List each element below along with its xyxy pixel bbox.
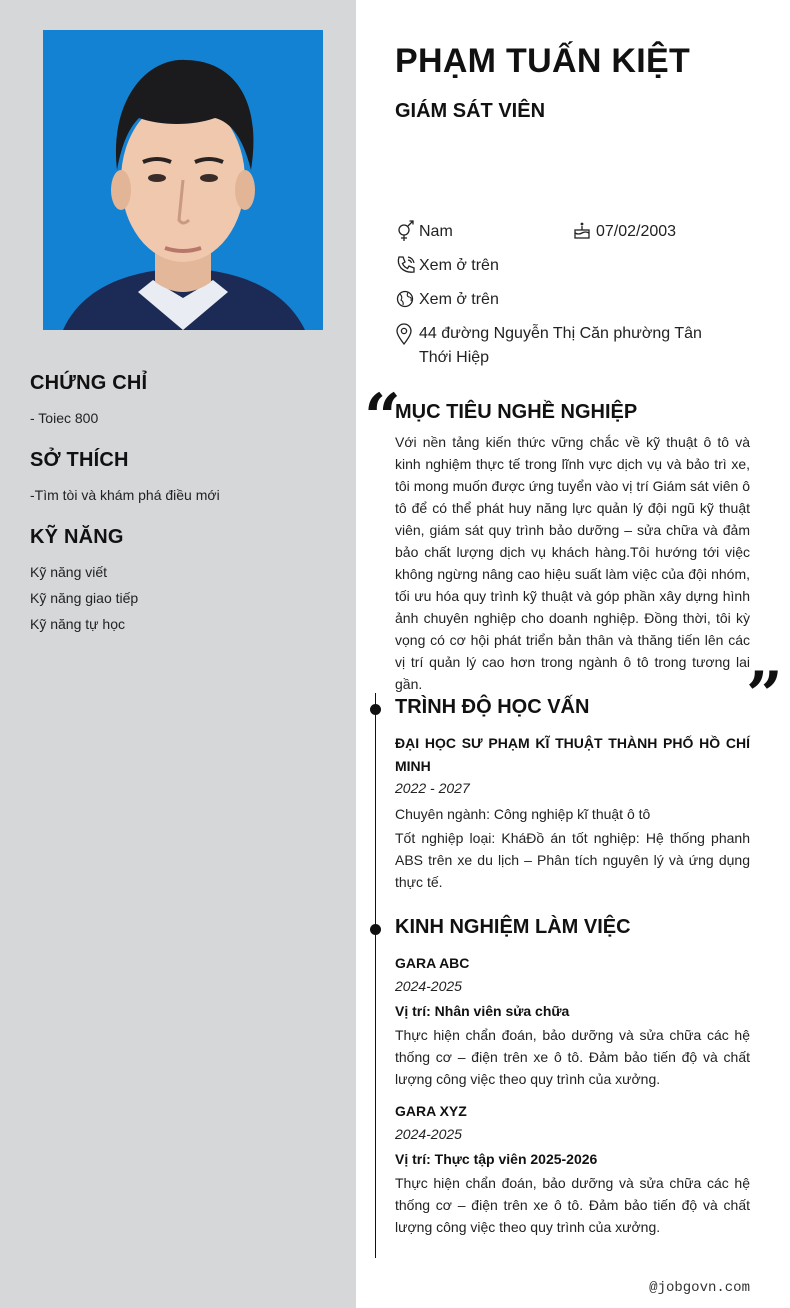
website-row: [395, 288, 499, 312]
birthdate-row: [572, 220, 676, 244]
hobbies-section: [30, 449, 330, 508]
skill-item: Kỹ năng tự học: [30, 616, 125, 632]
certificates-title: CHỨNG CHỈ: [30, 372, 148, 394]
objective-title: MỤC TIÊU NGHỀ NGHIỆP: [395, 401, 638, 423]
candidate-role: GIÁM SÁT VIÊN: [395, 100, 546, 122]
globe-icon: [395, 288, 417, 308]
job-description: Thực hiện chẩn đoán, bảo dưỡng và sửa chữa các hệ thống cơ – điện trên xe ô tô. Đảm bảo tiến độ và chất lượng công việc theo quy trình của xưởng.: [395, 1175, 750, 1235]
cake-icon: [572, 220, 594, 240]
candidate-name: PHẠM TUẤN KIỆT: [395, 42, 691, 80]
birthdate-value: 07/02/2003: [596, 223, 677, 240]
school-name: ĐẠI HỌC SƯ PHẠM KĨ THUẬT THÀNH PHỐ HỒ CHÍ MINH: [395, 735, 750, 774]
skill-item: Kỹ năng viết: [30, 564, 108, 580]
sidebar: [0, 0, 356, 1308]
phone-row: [395, 254, 499, 278]
skills-section: [30, 526, 330, 637]
gender-icon: [395, 220, 417, 240]
profile-photo: [43, 30, 323, 330]
education-major: Chuyên ngành: Công nghiệp kĩ thuật ô tô: [395, 806, 651, 822]
address-row: [395, 322, 735, 370]
education-details: Tốt nghiệp loại: KháĐồ án tốt nghiệp: Hệ thống phanh ABS trên xe du lịch – Phân tích nguyên lý và ứng dụng thực tế.: [395, 830, 750, 890]
education-title: TRÌNH ĐỘ HỌC VẤN: [395, 696, 590, 718]
main-content: [356, 0, 790, 1308]
phone-value: Xem ở trên: [419, 257, 499, 274]
gender-value: Nam: [419, 223, 453, 240]
skill-item: Kỹ năng giao tiếp: [30, 590, 139, 606]
certificates-section: [30, 372, 330, 431]
gender-row: [395, 220, 453, 244]
job-company: GARA ABC: [395, 955, 470, 971]
timeline-dot: [370, 924, 381, 935]
timeline-dot: [370, 704, 381, 715]
skills-title: KỸ NĂNG: [30, 526, 124, 548]
hobby-item: -Tìm tòi và khám phá điều mới: [30, 487, 220, 503]
job-position: Vị trí: Nhân viên sửa chữa: [395, 1003, 570, 1019]
job-period: 2024-2025: [395, 1126, 462, 1142]
hobbies-title: SỞ THÍCH: [30, 449, 129, 471]
objective-text: Với nền tảng kiến thức vững chắc về kỹ thuật ô tô và kinh nghiệm thực tế trong lĩnh vực dịch vụ và bảo trì xe, tôi mong muốn được ứng tuyển vào vị trí Giám sát viên ô tô để có thể phát huy năng lực quản lý đội ngũ kỹ thuật viên, giám sát quy trình bảo dưỡng – sửa chữa và đảm bảo chất lượng dịch vụ khách hàng.Tôi hướng tới việc không ngừng nâng cao hiệu suất làm việc của đội nhóm, tối ưu hóa quy trình kỹ thuật và góp phần xây dựng hình ảnh chuyên nghiệp cho doanh nghiệp. Đồng thời, tôi kỳ vọng có cơ hội phát triển bản thân và thăng tiến lên các vị trí quản lý cao hơn trong ngành ô tô trong tương lai gần.: [395, 434, 750, 692]
job-period: 2024-2025: [395, 978, 462, 994]
quote-open-icon: “: [364, 380, 401, 455]
quote-close-icon: ”: [746, 658, 783, 733]
education-period: 2022 - 2027: [395, 780, 470, 796]
experience-title: KINH NGHIỆM LÀM VIỆC: [395, 916, 631, 938]
website-value: Xem ở trên: [419, 291, 499, 308]
phone-icon: [395, 254, 417, 274]
job-description: Thực hiện chẩn đoán, bảo dưỡng và sửa chữa các hệ thống cơ – điện trên xe ô tô. Đảm bảo tiến độ và chất lượng công việc theo quy trình của xưởng.: [395, 1027, 750, 1087]
address-value: 44 đường Nguyễn Thị Căn phường Tân Thới Hiệp: [419, 325, 702, 366]
certificate-item: - Toiec 800: [30, 410, 99, 426]
job-company: GARA XYZ: [395, 1103, 467, 1119]
job-position: Vị trí: Thực tập viên 2025-2026: [395, 1151, 598, 1167]
location-pin-icon: [395, 322, 417, 342]
footer-watermark: @jobgovn.com: [649, 1280, 750, 1296]
timeline-line: [375, 693, 376, 1258]
